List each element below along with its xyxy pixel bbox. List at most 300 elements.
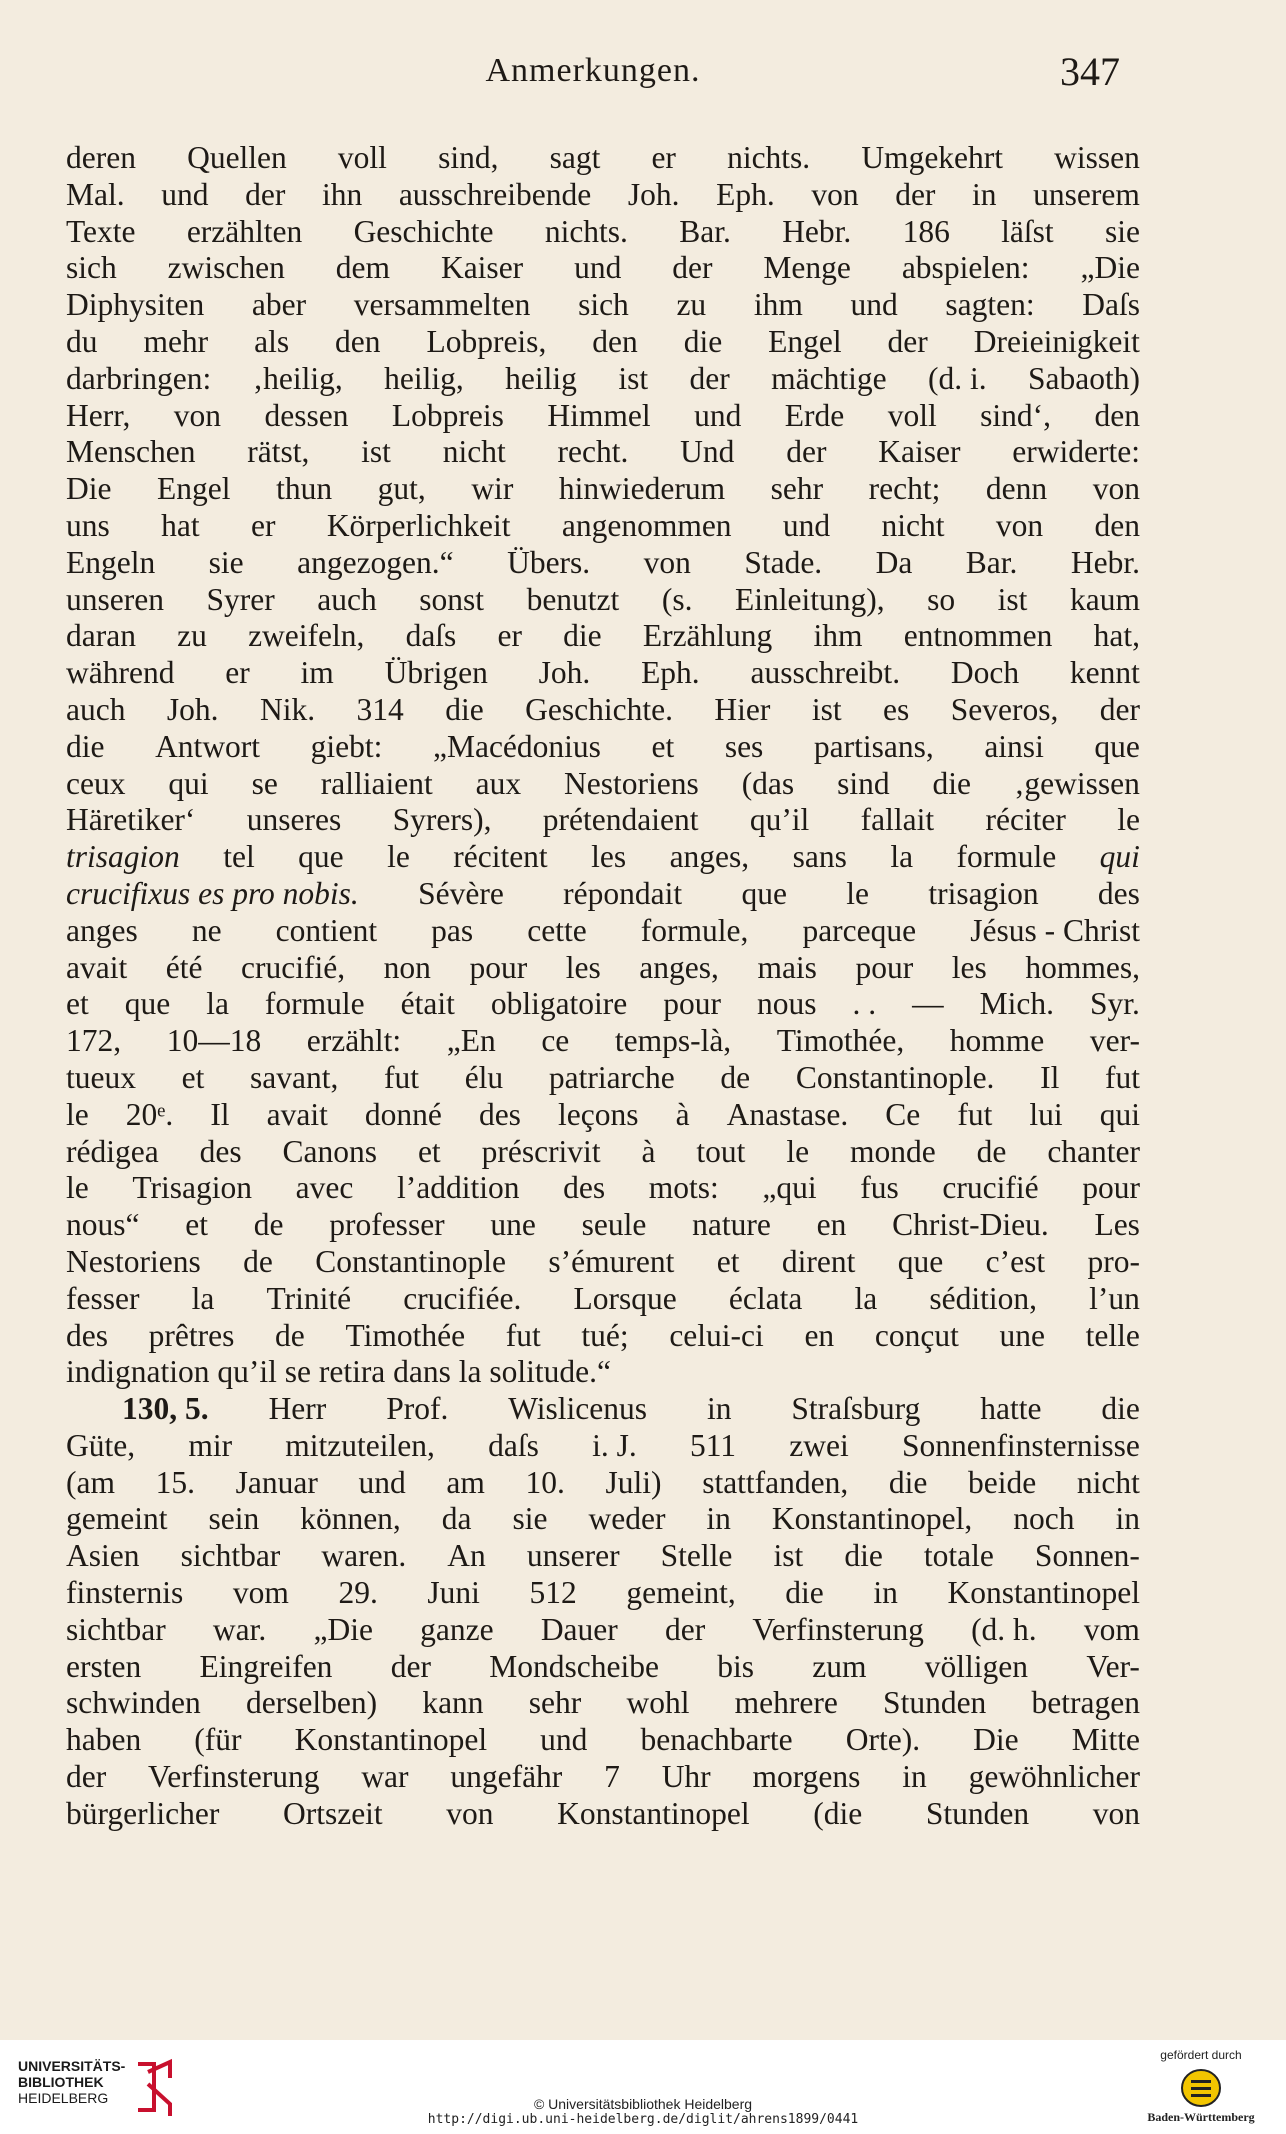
library-name-line-3: HEIDELBERG (18, 2090, 109, 2106)
word: le (846, 875, 870, 911)
word: im (300, 655, 334, 691)
word: nichts. (727, 140, 811, 175)
word: voll (887, 397, 937, 433)
word: préscrivit (481, 1133, 601, 1169)
word: sédition, (929, 1280, 1037, 1316)
word: mächtige (771, 360, 887, 396)
word: des (1097, 875, 1140, 911)
word: am (446, 1464, 485, 1500)
word: prétendaient (542, 802, 699, 838)
word: versammelten (353, 287, 531, 323)
word: éclata (728, 1280, 803, 1316)
word: Trinité (266, 1280, 352, 1316)
word: Engeln (66, 544, 156, 580)
word: Trisagion (132, 1170, 252, 1206)
text-line (66, 582, 1140, 619)
word: Constantinople (315, 1243, 506, 1279)
word: Il (1040, 1059, 1060, 1095)
word: que (124, 986, 171, 1022)
word: ihm (813, 618, 863, 654)
word: entnommen (903, 618, 1053, 654)
word: contient (275, 912, 378, 948)
permalink-url[interactable]: http://digi.ub.uni-heidelberg.de/diglit/ahrens1899/0441 (427, 2112, 859, 2127)
word: von (995, 507, 1044, 543)
word: avec (295, 1170, 354, 1206)
word: in (972, 176, 997, 212)
word: le (786, 1133, 810, 1169)
word: der (672, 250, 713, 286)
word: dirent (781, 1243, 856, 1279)
word: de (243, 1243, 273, 1279)
word: ersten (66, 1648, 142, 1684)
word: sehr (528, 1685, 582, 1721)
text-line (66, 1060, 1140, 1097)
word: dessen (264, 397, 349, 433)
word: Sonnenfinsternisse (901, 1427, 1140, 1463)
word: (d. i. (927, 360, 987, 396)
word: sind, (438, 140, 499, 175)
word: sichtbar (180, 1538, 281, 1574)
word: ihm (753, 287, 803, 323)
text-line (66, 1612, 1140, 1649)
word: Nestoriens (66, 1243, 201, 1279)
word: Erde (784, 397, 845, 433)
word: Texte (66, 213, 136, 249)
text-line (66, 1796, 1140, 1833)
word: Und (680, 434, 735, 470)
word: Constantinople. (795, 1059, 995, 1095)
word: (d. h. (971, 1611, 1037, 1647)
word: benutzt (526, 581, 620, 617)
word: kann (422, 1685, 484, 1721)
word: la (854, 1280, 878, 1316)
word: der (390, 1648, 431, 1684)
word: von (1092, 471, 1140, 507)
text-line (66, 655, 1140, 692)
word: und (161, 176, 209, 212)
word: fesser (66, 1280, 140, 1316)
word: crucifié, (241, 949, 346, 985)
word: Diphysiten (66, 287, 205, 323)
text-line (66, 1097, 1140, 1134)
word: (s. (661, 581, 693, 617)
word: Himmel (547, 397, 651, 433)
word: homme (949, 1023, 1045, 1059)
text-line (66, 214, 1140, 251)
word: war. (212, 1611, 267, 1647)
word: les (591, 839, 627, 875)
word: von (643, 544, 691, 580)
word: sichtbar (66, 1611, 166, 1647)
word: Jésus - Christ (970, 912, 1140, 948)
word: 15. (155, 1464, 195, 1500)
text-line (66, 950, 1140, 987)
text-line (66, 140, 1140, 177)
text-line (66, 986, 1140, 1023)
word: recht; (868, 471, 941, 507)
word: mitzuteilen, (285, 1427, 435, 1463)
word: Konstantinopel (294, 1722, 488, 1758)
word: während (66, 655, 175, 691)
word: sans (792, 839, 847, 875)
word: répondait (563, 875, 683, 911)
word: sagten: (945, 287, 1035, 323)
word: été (165, 949, 203, 985)
word: denn (985, 471, 1048, 507)
word: était (400, 986, 455, 1022)
word: ganze (420, 1611, 494, 1647)
word: noch (1013, 1501, 1075, 1537)
word: den (335, 323, 381, 359)
word: Nik. (259, 691, 316, 727)
word: zweifeln, (248, 618, 365, 654)
word: Übrigen (384, 655, 488, 691)
word: formule, (640, 912, 749, 948)
word: Menge (763, 250, 851, 286)
word: schwinden (66, 1685, 201, 1721)
word: non (383, 949, 431, 985)
word: Sonnen- (1034, 1538, 1140, 1574)
word: Syrer (206, 581, 275, 617)
word: kennt (1069, 655, 1140, 691)
word: réciter (985, 802, 1066, 838)
word: le (387, 839, 410, 875)
word: Mal. (66, 176, 125, 212)
word: Christ-Dieu. (892, 1207, 1049, 1243)
word: und (540, 1722, 588, 1758)
word: die (1101, 1391, 1140, 1427)
word: partisans, (813, 728, 934, 764)
word: qu’il (749, 802, 810, 838)
word: parceque (802, 912, 917, 948)
word: sich (66, 250, 117, 286)
word: 20ᵉ. (125, 1096, 174, 1132)
word: à (641, 1133, 656, 1169)
word: et (716, 1243, 740, 1279)
word: fut (384, 1059, 420, 1095)
word: nichts. (544, 213, 628, 249)
footer (0, 2040, 1286, 2134)
word: heilig (505, 360, 577, 396)
word: Lobpreis, (426, 323, 547, 359)
word: daſs (405, 618, 457, 654)
word: telle (1085, 1317, 1140, 1353)
word: seule (581, 1207, 647, 1243)
text-line (66, 729, 1140, 766)
text-line (66, 1465, 1140, 1502)
word: unserer (526, 1538, 620, 1574)
word: hinwiederum (558, 471, 726, 507)
word: von (173, 397, 222, 433)
word: thun (276, 471, 333, 507)
word: Syrers), (392, 802, 492, 838)
word: Joh. (627, 176, 680, 212)
word: Mitte (1071, 1722, 1140, 1758)
word: et (185, 1207, 208, 1243)
word: ‚gewissen (1013, 765, 1140, 801)
word: s’émurent (548, 1243, 675, 1279)
word: mehrere (734, 1685, 838, 1721)
word: 7 (604, 1759, 620, 1795)
word: ist (773, 1538, 804, 1574)
word: 29. (338, 1575, 378, 1611)
word: Hebr. (782, 213, 852, 249)
word: der (664, 1611, 706, 1647)
word: Ver- (1086, 1648, 1140, 1684)
word: formule (264, 986, 365, 1022)
word: conçut (874, 1317, 959, 1353)
text-line (66, 471, 1140, 508)
word: Sabaoth) (1028, 360, 1140, 396)
word: betragen (1031, 1685, 1140, 1721)
word: (das (741, 765, 795, 801)
text-line (66, 1538, 1140, 1575)
word: „Die (1080, 250, 1140, 286)
word: nicht (881, 507, 945, 543)
word: angenommen (561, 507, 732, 543)
word: ver- (1089, 1023, 1140, 1059)
word: Da (875, 544, 913, 580)
text-line (66, 1134, 1140, 1171)
word: beide (968, 1464, 1037, 1500)
word: ‚heilig, (252, 360, 343, 396)
word: tout (696, 1133, 746, 1169)
word: recht. (557, 434, 629, 470)
word: Lobpreis (391, 397, 504, 433)
word: des (478, 1096, 521, 1132)
word: Stunden (883, 1685, 987, 1721)
word: in (902, 1759, 927, 1795)
word: Dreieinigkeit (973, 323, 1140, 359)
word: Ce (885, 1096, 921, 1132)
word: du (66, 323, 98, 359)
word: sonst (419, 581, 485, 617)
word: anges, (669, 839, 750, 875)
word: der (1099, 691, 1140, 727)
word: Syr. (1089, 986, 1140, 1022)
word: ne (191, 912, 222, 948)
word: haben (66, 1722, 142, 1758)
word: savant, (250, 1059, 339, 1095)
word: (die (813, 1795, 863, 1831)
text-line (66, 1759, 1140, 1796)
word: élu (464, 1059, 504, 1095)
word: nous“ (66, 1207, 140, 1243)
page-number: 347 (1060, 49, 1120, 94)
word: Il (210, 1096, 230, 1132)
word: ist (618, 360, 649, 396)
word: Güte, (66, 1427, 136, 1463)
word: und (574, 250, 622, 286)
text-line (66, 1281, 1140, 1318)
word: bis (717, 1648, 754, 1684)
text-line (66, 1575, 1140, 1612)
word: zum (812, 1648, 867, 1684)
text-line (66, 1428, 1140, 1465)
word: dem (335, 250, 391, 286)
funding-credit (1136, 2048, 1266, 2128)
word: von (811, 176, 859, 212)
word: Stade. (744, 544, 823, 580)
word: derselben) (245, 1685, 378, 1721)
word: „En (446, 1023, 496, 1059)
word: récitent (453, 839, 548, 875)
word: da (441, 1501, 472, 1537)
word: (am (66, 1464, 115, 1500)
word: pro- (1087, 1243, 1140, 1279)
text-line (66, 1244, 1140, 1281)
word: hatte (980, 1391, 1042, 1427)
word: finsternis (66, 1575, 184, 1611)
word: fus (860, 1170, 899, 1206)
word: tel (223, 839, 255, 875)
word: der (245, 176, 286, 212)
word: der (895, 176, 936, 212)
word: ihn (321, 176, 363, 212)
word: Konstantinopel, (771, 1501, 973, 1537)
word: formule (956, 839, 1057, 875)
word: anges (66, 912, 138, 948)
word: sie (1104, 213, 1140, 249)
word: in (1115, 1501, 1140, 1537)
word: anges, (639, 949, 719, 985)
running-title: Anmerkungen. (485, 52, 701, 89)
word: temps-là, (614, 1023, 732, 1059)
word: Geschichte (353, 213, 494, 249)
word: erzählten (186, 213, 303, 249)
word: avait (266, 1096, 328, 1132)
word: que (741, 875, 787, 911)
word: et (181, 1059, 205, 1095)
word: auch (66, 691, 126, 727)
word: Doch (950, 655, 1020, 691)
word: ungefähr (450, 1759, 563, 1795)
word: une (999, 1317, 1045, 1353)
word: gemeint, (626, 1575, 736, 1611)
word: que (1094, 728, 1140, 764)
word: Die (973, 1722, 1019, 1758)
word: aber (251, 287, 307, 323)
word: waren. (321, 1538, 407, 1574)
word: 314 (356, 691, 404, 727)
word: Juni (427, 1575, 480, 1611)
word: weder (588, 1501, 666, 1537)
word: An (447, 1538, 486, 1574)
word: Uhr (661, 1759, 711, 1795)
word: Herr (268, 1391, 327, 1427)
word: ses (724, 728, 764, 764)
word: Mondscheibe (489, 1648, 659, 1684)
word: indignation qu’il se retira dans la solitude.“ (66, 1354, 611, 1390)
word: läſst (1001, 213, 1054, 249)
word: Orte). (845, 1722, 921, 1758)
word: i. J. (592, 1427, 637, 1463)
word: unseres (246, 802, 342, 838)
text-line (66, 1501, 1140, 1538)
word: morgens (752, 1759, 861, 1795)
word: stattfanden, (702, 1464, 849, 1500)
word: Stunden (925, 1795, 1030, 1831)
word: Einleitung), (734, 581, 885, 617)
word: „qui (762, 1170, 817, 1206)
word: den (1094, 507, 1140, 543)
word: sein (208, 1501, 260, 1537)
word: pas (431, 912, 474, 948)
body-text (66, 140, 1140, 1833)
word: der (66, 1759, 107, 1795)
word: que (897, 1243, 944, 1279)
word: Mich. (979, 986, 1054, 1022)
word: angezogen.“ (297, 544, 454, 580)
word: Severos, (950, 691, 1059, 727)
word: 172, (66, 1023, 122, 1059)
word: völligen (924, 1648, 1029, 1684)
word: et (417, 1133, 441, 1169)
word: „Die (313, 1611, 373, 1647)
word: von (446, 1795, 494, 1831)
word: fut (505, 1317, 541, 1353)
word: voll (337, 140, 387, 175)
word: bürgerlicher (66, 1795, 220, 1831)
word: unseren (66, 581, 164, 617)
word: „Macédonius (432, 728, 601, 764)
word: totale (923, 1538, 994, 1574)
word: Die (66, 471, 112, 507)
word: de (720, 1059, 751, 1095)
word: 512 (529, 1575, 577, 1611)
text-line (66, 1354, 1140, 1391)
word: sind‘, (980, 397, 1052, 433)
word: sehr (770, 471, 824, 507)
word: Körperlichkeit (326, 507, 511, 543)
word: sie (512, 1501, 548, 1537)
word: kaum (1069, 581, 1140, 617)
word: hommes, (1025, 949, 1140, 985)
word: trisagion (928, 875, 1039, 911)
text-line (66, 508, 1140, 545)
word: Konstantinopel (557, 1795, 750, 1831)
text-line (66, 250, 1140, 287)
word: en (816, 1207, 847, 1243)
word: gewöhnlicher (968, 1759, 1140, 1795)
word: Eingreifen (199, 1648, 333, 1684)
text-line (66, 1170, 1140, 1207)
word: unserem (1033, 176, 1140, 212)
word: crucifixus es pro nobis. (66, 875, 359, 911)
word: Kaiser (878, 434, 961, 470)
word: Quellen (187, 140, 287, 175)
word: daſs (488, 1427, 539, 1463)
word: auch (317, 581, 377, 617)
word: hat (161, 507, 200, 543)
word: daran (66, 618, 136, 654)
word: Nestoriens (564, 765, 699, 801)
word: 511 (689, 1427, 737, 1463)
word: und (782, 507, 831, 543)
word: Engel (768, 323, 842, 359)
word: qui (1099, 1096, 1140, 1132)
word: qui (1099, 839, 1140, 875)
word: tueux (66, 1059, 136, 1095)
word: sich (578, 287, 629, 323)
text-line (66, 1023, 1140, 1060)
word: . . (852, 986, 877, 1022)
word: patriarche (548, 1059, 675, 1095)
word: se (251, 765, 278, 801)
word: Sévère (418, 875, 504, 911)
text-line (66, 802, 1140, 839)
word: darbringen: (66, 360, 212, 396)
